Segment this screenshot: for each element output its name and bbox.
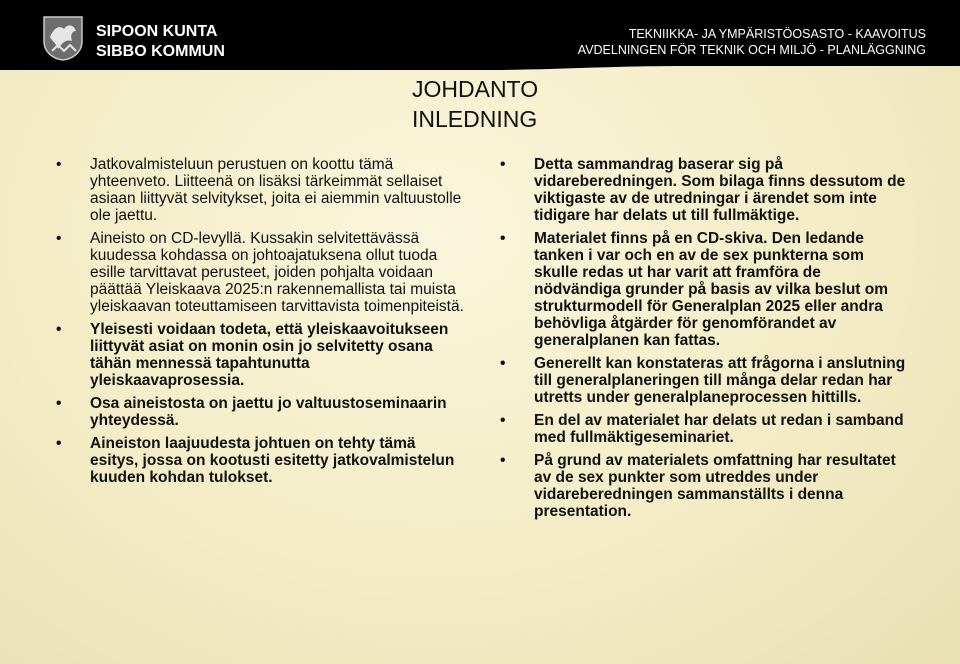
list-item-text: Osa aineistosta on jaettu jo valtuustoseminaarin yhteydessä. [90, 395, 447, 429]
bullet-icon [56, 435, 66, 452]
bullet-icon [56, 230, 66, 247]
bullet-icon [500, 452, 510, 469]
list-item [56, 321, 466, 389]
department-name-sv: AVDELNINGEN FÖR TEKNIK OCH MILJÖ - PLANLÄGGNING [577, 43, 926, 57]
organization-name-fi: SIPOON KUNTA [96, 23, 218, 40]
list-item [56, 395, 466, 429]
list-item [56, 435, 466, 486]
list-item [500, 156, 910, 224]
bullet-icon [56, 395, 66, 412]
page-title-sv: INLEDNING [412, 106, 538, 132]
list-item-text: En del av materialet har delats ut redan i samband med fullmäktigeseminariet. [534, 412, 904, 446]
municipal-coat-of-arms-icon [42, 15, 84, 61]
page-title-fi: JOHDANTO [412, 76, 539, 102]
bullet-icon [500, 230, 510, 247]
list-item-text: Aineisto on CD-levyllä. Kussakin selvitettävässä kuudessa kohdassa on johtoajatuksena ollut tuoda esille tarvittavat perusteet, joiden pohjalta voidaan päättää Yleiskaava 2025:n rakennemallista tai muista yleiskaavan toteuttamiseen tarvittavista toimenpiteistä. [90, 230, 464, 315]
list-item-text: Jatkovalmisteluun perustuen on koottu tämä yhteenveto. Liitteenä on lisäksi tärkeimmät sellaiset asiaan liittyvät selvitykset, joita ei aiemmin valtuustolle ole jaettu. [90, 156, 462, 224]
list-item-text: Aineiston laajuudesta johtuen on tehty tämä esitys, jossa on kootusti esitetty jatkovalmistelun kuuden kohdan tulokset. [90, 435, 455, 486]
bullet-list-finnish [56, 156, 466, 492]
organization-name-sv: SIBBO KOMMUN [96, 43, 225, 60]
bullet-icon [56, 321, 66, 338]
list-item [500, 452, 910, 520]
header-band [0, 0, 960, 70]
list-item-text: Detta sammandrag baserar sig på vidareberedningen. Som bilaga finns dessutom de viktigaste av de utredningar i ärendet som inte tidigare har delats ut till fullmäktige. [534, 156, 906, 224]
bullet-icon [500, 156, 510, 173]
bullet-icon [56, 156, 66, 173]
bullet-list-swedish [500, 156, 910, 526]
list-item [500, 355, 910, 406]
page-title [412, 74, 538, 134]
bullet-icon [500, 355, 510, 372]
list-item-text: Generellt kan konstateras att frågorna i anslutning till generalplaneringen till många delar redan har utretts under generalplaneprocessen hittills. [534, 355, 906, 406]
bullet-icon [500, 412, 510, 429]
department-name [578, 26, 926, 58]
list-item-text: Yleisesti voidaan todeta, että yleiskaavoitukseen liittyvät asiat on monin osin jo selvitetty osana tähän mennessä tapahtunutta yleiskaavaprosessia. [90, 321, 449, 389]
list-item [500, 412, 910, 446]
list-item [500, 230, 910, 349]
list-item-text: Materialet finns på en CD-skiva. Den ledande tanken i var och en av de sex punkterna som skulle redas ut har varit att framföra de nödvändiga grunder på basis av vilka beslut om strukturmodell för Generalplan 2025 eller andra behövliga åtgärder för genomförandet av generalplanen kan fattas. [534, 230, 889, 349]
list-item-text: På grund av materialets omfattning har resultatet av de sex punkter som utreddes under vidareberedningen sammanställts i denna presentation. [534, 452, 896, 520]
list-item [56, 156, 466, 224]
list-item [56, 230, 466, 315]
organization-name [96, 22, 225, 62]
department-name-fi: TEKNIIKKA- JA YMPÄRISTÖOSASTO - KAAVOITUS [628, 27, 926, 41]
